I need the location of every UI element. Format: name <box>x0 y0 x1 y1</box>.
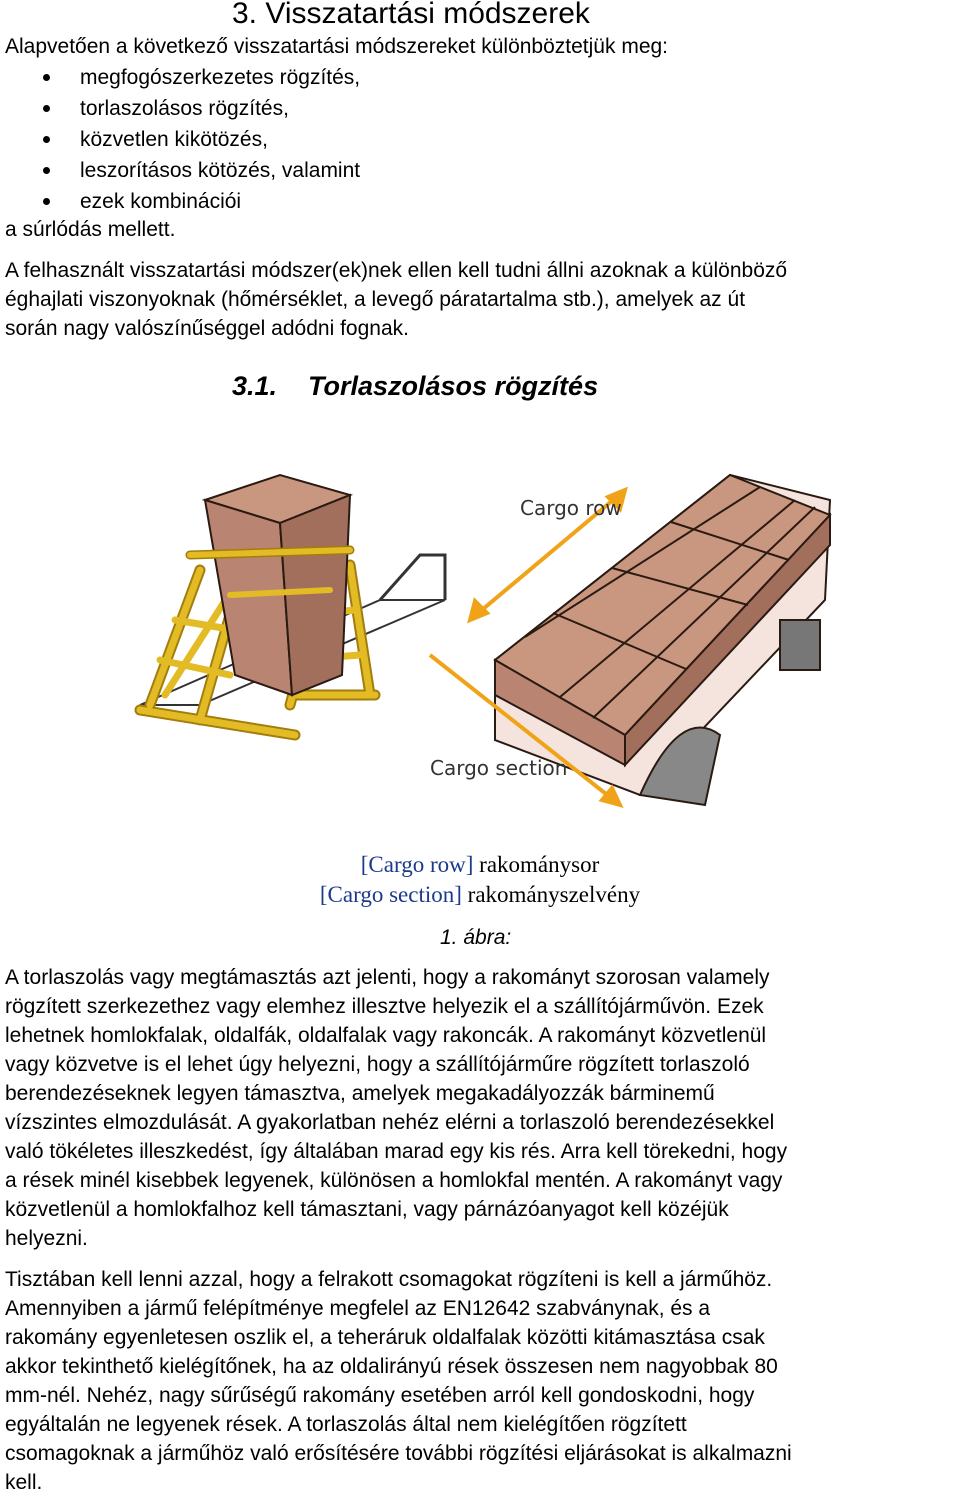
paragraph-line: kell. <box>5 1471 43 1494</box>
page-title: 3. Visszatartási módszerek <box>232 0 590 30</box>
paragraph-line: berendezéseknek legyen támasztva, amelyek megakadályozzák bárminemű <box>5 1082 715 1105</box>
paragraph-line: A torlaszolás vagy megtámasztás azt jelenti, hogy a rakományt szorosan valamely <box>5 966 770 989</box>
subsection-heading <box>232 367 598 405</box>
paragraph-line: Tisztában kell lenni azzal, hogy a felrakott csomagokat rögzíteni is kell a járműhöz. <box>5 1268 773 1291</box>
paragraph-line: akkor tekinthető kielégítőnek, ha az oldalirányú rések összesen nem nagyobbak 80 <box>5 1355 778 1378</box>
paragraph-line: éghajlati viszonyoknak (hőmérséklet, a levegő páratartalma stb.), amelyek az út <box>5 288 746 311</box>
cargo-bracing-figure <box>80 405 960 850</box>
vehicle-paragraph <box>5 1265 955 1497</box>
cargo-row-label: Cargo row <box>520 496 622 520</box>
figure-label: 1. ábra: <box>440 926 512 949</box>
paragraph-line: helyezni. <box>5 1227 88 1250</box>
intro-text: Alapvetően a következő visszatartási módszereket különböztetjük meg: <box>5 35 669 58</box>
paragraph-line: rakomány egyenletesen oszlik el, a teheráruk oldalfalak közötti kitámasztása csak <box>5 1326 765 1349</box>
trailer-cargo-illustration <box>430 475 830 805</box>
caption-section <box>0 880 960 910</box>
paragraph-line: csomagoknak a járműhöz való erősítésére további rögzítési eljárásokat is alkalmazni <box>5 1442 792 1465</box>
caption-section-en: [Cargo section] <box>319 882 462 907</box>
bullet-icon <box>43 198 50 205</box>
paragraph-line: való tökéletes illeszkedést, így általában marad egy kis rés. Arra kell törekedni, hogy <box>5 1140 788 1163</box>
bracing-paragraph <box>5 963 955 1253</box>
paragraph-line: során nagy valószínűséggel adódni fognak. <box>5 317 409 340</box>
paragraph-line: rögzített szerkezethez vagy elemhez illesztve helyezik el a szállítójárművön. Ezek <box>5 995 764 1018</box>
paragraph-line: mm-nél. Nehéz, nagy sűrűségű rakomány esetében arról kell gondoskodni, hogy <box>5 1384 755 1407</box>
paragraph-line: lehetnek homlokfalak, oldalfák, oldalfalak vagy rakoncák. A rakományt közvetlenül <box>5 1024 767 1047</box>
paragraph-line: A felhasznált visszatartási módszer(ek)nek ellen kell tudni állni azoknak a különböző <box>5 259 788 282</box>
bullet-icon <box>43 74 50 81</box>
paragraph-line: vagy közvetve is el lehet úgy helyezni, hogy a szállítójárműre rögzített torlaszoló <box>5 1053 750 1076</box>
caption-row-en: [Cargo row] <box>360 852 474 877</box>
paragraph-line: vízszintes elmozdulását. A gyakorlatban nehéz elérni a torlaszoló berendezésekkel <box>5 1111 775 1134</box>
subsection-title: Torlaszolásos rögzítés <box>308 371 599 401</box>
caption-row <box>0 850 960 880</box>
document-page: 3. Visszatartási módszerek Alapvetően a következő visszatartási módszereket különböztetjük meg: megfogószerkezetes rögzítés, torlaszolásos rögzítés, közvetlen kikötözés, leszorításos kötözés, valamint ezek kombinációi a súrlódás mellett. A felhasznált visszatartási módszer(ek)nek ellen kell tudni állni azoknak a különböző éghajlati viszonyoknak (hőmérséklet, a levegő páratartalma stb.), amelyek az út során nagy valószínűséggel adódni fognak. 3.1. Torlaszolásos rögzítés Cargo row Cargo section [Cargo row] rakománysor [Cargo section] rakományszelvény 1. ábra: A torlaszolás vagy megtámasztás azt jelenti, hogy a rakományt szorosan valamely rögzített szerkezethez vagy elemhez illesztve helyezik el a szállítójárművön. Ezek lehetnek homlokfalak, oldalfák, oldalfalak vagy rakoncák. A rakományt közvetlenül vagy közvetve is el lehet úgy helyezni, hogy a szállítójárműre rögzített torlaszoló berendezéseknek legyen támasztva, amelyek megakadályozzák bárminemű vízszintes elmozdulását. A gyakorlatban nehéz elérni a torlaszoló berendezésekkel való tökéletes illeszkedést, így általában marad egy kis rés. Arra kell törekedni, hogy a rések minél kisebbek legyenek, különösen a homlokfal mentén. A rakományt vagy közvetlenül a homlokfalhoz kell támasztani, vagy párnázóanyagot kell közéjük helyezni. Tisztában kell lenni azzal, hogy a felrakott csomagokat rögzíteni is kell a járműhöz. Amennyiben a jármű felépítménye megfelel az EN12642 szabványnak, és a rakomány egyenletesen oszlik el, a teheráruk oldalfalak közötti kitámasztása csak akkor tekinthető kielégítőnek, ha az oldalirányú rések összesen nem nagyobbak 80 mm-nél. Nehéz, nagy sűrűségű rakomány esetében arról kell gondoskodni, hogy egyáltalán ne legyenek rések. A torlaszolás által nem kielégítően rögzített csomagoknak a járműhöz való erősítésére további rögzítési eljárásokat is alkalmazni kell. <box>0 0 960 1492</box>
paragraph-line: Amennyiben a jármű felépítménye megfelel az EN12642 szabványnak, és a <box>5 1297 711 1320</box>
paragraph-line: a rések minél kisebbek legyenek, különösen a homlokfal mentén. A rakományt vagy <box>5 1169 783 1192</box>
subsection-number: 3.1. <box>232 371 278 401</box>
caption-section-hu: rakományszelvény <box>467 882 641 907</box>
bullet-icon <box>43 167 50 174</box>
climate-paragraph <box>5 256 955 343</box>
bullet-icon <box>43 105 50 112</box>
paragraph-line: közvetlenül a homlokfalhoz kell támasztani, vagy párnázóanyagot kell közéjük <box>5 1198 729 1221</box>
caption-row-hu: rakománysor <box>479 852 600 877</box>
bracing-frame-illustration <box>140 475 445 735</box>
bullet-icon <box>43 136 50 143</box>
after-list-text: a súrlódás mellett. <box>5 218 176 241</box>
cargo-section-label: Cargo section <box>430 756 568 780</box>
paragraph-line: egyáltalán ne legyenek rések. A torlaszolás által nem kielégítően rögzített <box>5 1413 687 1436</box>
